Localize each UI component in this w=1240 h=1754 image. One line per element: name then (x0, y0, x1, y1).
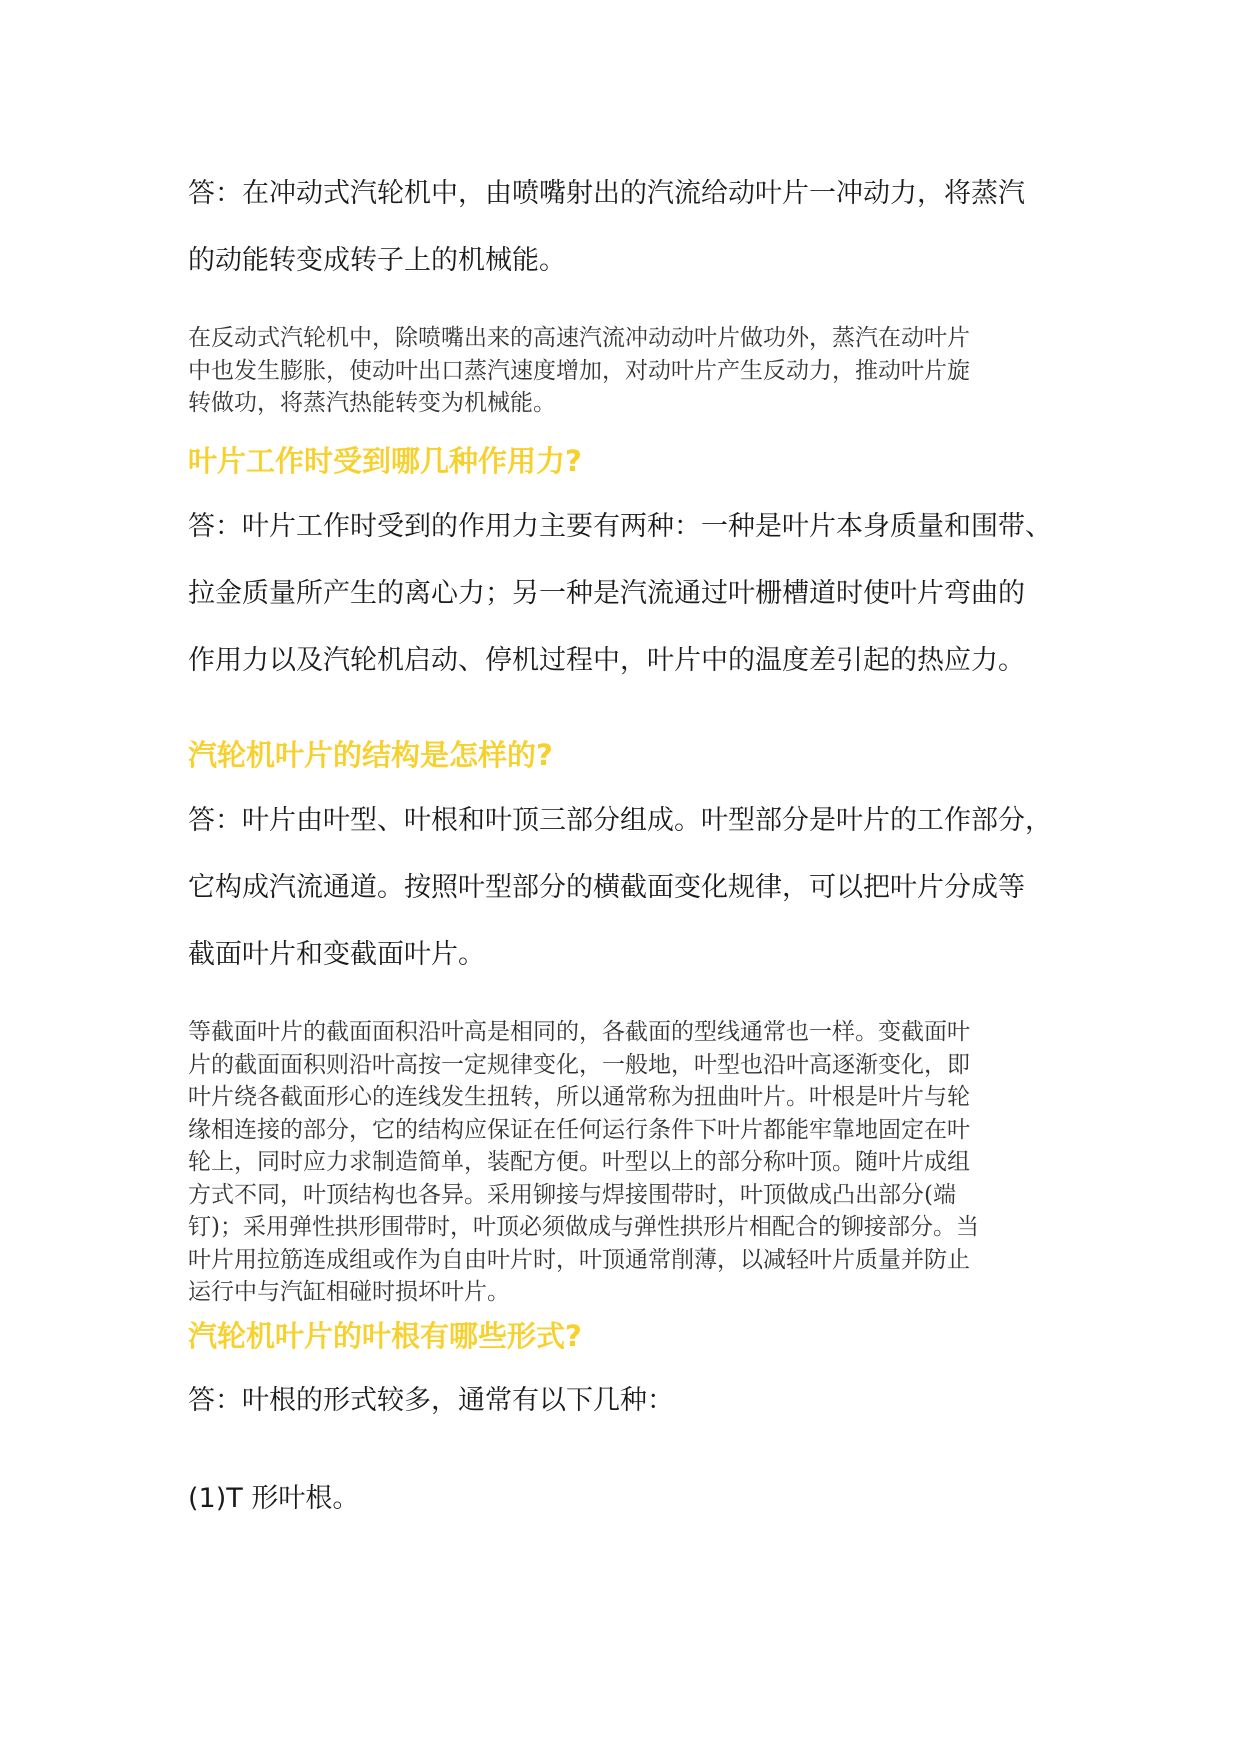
paragraph-blade-sections (188, 1016, 1048, 1309)
heading-blade-root-forms: 汽轮机叶片的叶根有哪些形式? (188, 1319, 582, 1353)
answer-2 (188, 493, 1068, 694)
heading-blade-forces: 叶片工作时受到哪几种作用力? (188, 444, 582, 478)
answer-1-line: 答：在冲动式汽轮机中，由喷嘴射出的汽流给动叶片一冲动力，将蒸汽 (188, 178, 1025, 209)
answer-1 (188, 160, 1068, 294)
paragraph-line: 片的截面面积则沿叶高按一定规律变化，一般地，叶型也沿叶高逐渐变化，即 (188, 1051, 970, 1078)
paragraph-reaction-turbine (188, 322, 1048, 420)
paragraph-line: 在反动式汽轮机中，除喷嘴出来的高速汽流冲动动叶片做功外，蒸汽在动叶片 (188, 325, 970, 351)
paragraph-line: 叶片用拉筋连成组或作为自由叶片时，叶顶通常削薄，以减轻叶片质量并防止 (188, 1246, 970, 1273)
answer-1-line: 的动能转变成转子上的机械能。 (188, 245, 566, 276)
paragraph-line: 运行中与汽缸相碰时损坏叶片。 (188, 1279, 510, 1305)
list-item-t-root: (1)T 形叶根。 (188, 1483, 360, 1514)
answer-3-line: 答：叶片由叶型、叶根和叶顶三部分组成。叶型部分是叶片的工作部分， (188, 805, 1052, 836)
answer-3 (188, 787, 1068, 988)
paragraph-line: 等截面叶片的截面面积沿叶高是相同的，各截面的型线通常也一样。变截面叶 (188, 1019, 970, 1045)
paragraph-line: 中也发生膨胀，使动叶出口蒸汽速度增加，对动叶片产生反动力，推动叶片旋 (188, 357, 970, 384)
answer-2-line: 作用力以及汽轮机启动、停机过程中，叶片中的温度差引起的热应力。 (188, 645, 1025, 676)
answer-2-line: 答：叶片工作时受到的作用力主要有两种：一种是叶片本身质量和围带、 (188, 511, 1052, 542)
answer-2-line: 拉金质量所产生的离心力；另一种是汽流通过叶栅槽道时使叶片弯曲的 (188, 578, 1025, 609)
paragraph-line: 叶片绕各截面形心的连线发生扭转，所以通常称为扭曲叶片。叶根是叶片与轮 (188, 1084, 970, 1110)
paragraph-line: 方式不同，叶顶结构也各异。采用铆接与焊接围带时，叶顶做成凸出部分(端 (188, 1181, 956, 1208)
answer-3-line: 它构成汽流通道。按照叶型部分的横截面变化规律，可以把叶片分成等 (188, 872, 1025, 903)
paragraph-line: 钉)；采用弹性拱形围带时，叶顶必须做成与弹性拱形片相配合的铆接部分。当 (188, 1214, 979, 1240)
heading-blade-structure: 汽轮机叶片的结构是怎样的? (188, 738, 553, 772)
answer-3-line: 截面叶片和变截面叶片。 (188, 939, 485, 970)
paragraph-line: 转做功，将蒸汽热能转变为机械能。 (188, 390, 556, 416)
paragraph-line: 缘相连接的部分，它的结构应保证在任何运行条件下叶片都能牢靠地固定在叶 (188, 1116, 970, 1143)
paragraph-line: 轮上，同时应力求制造简单，装配方便。叶型以上的部分称叶顶。随叶片成组 (188, 1149, 970, 1175)
answer-4: 答：叶根的形式较多，通常有以下几种： (188, 1385, 674, 1416)
